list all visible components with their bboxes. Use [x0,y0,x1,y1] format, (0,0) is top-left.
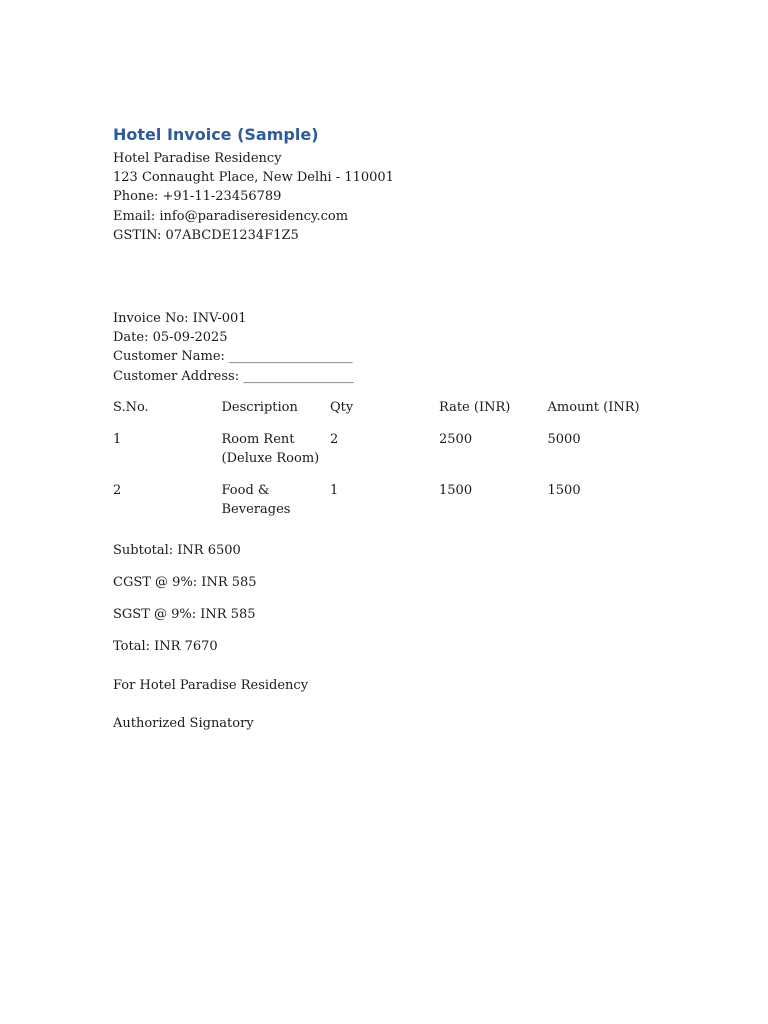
subtotal-line: Subtotal: INR 6500 [113,543,241,559]
hotel-details [113,149,673,245]
description-line: Room Rent [221,431,295,447]
hotel-name: Hotel Paradise Residency [113,151,282,166]
total-line: Total: INR 7670 [113,639,218,655]
description-line: (Deluxe Room) [221,451,320,467]
table-cell-amount: 5000 [547,431,581,447]
hotel-email: Email: info@paradiseresidency.com [113,208,349,224]
invoice-details [113,309,673,386]
table-spacer [113,417,668,430]
for-hotel-line: For Hotel Paradise Residency [113,677,309,693]
totals-section [113,541,673,656]
table-header-cell: Description [221,399,298,415]
table-cell-sno: 2 [113,483,122,499]
table-spacer [113,468,668,481]
hotel-gstin: GSTIN: 07ABCDE1234F1Z5 [113,227,299,243]
sgst-line: SGST @ 9%: INR 585 [113,607,256,623]
invoice-number: Invoice No: INV-001 [113,311,247,327]
table-cell-rate: 1500 [439,483,473,499]
line-items-table [113,398,673,520]
cgst-line: CGST @ 9%: INR 585 [113,575,257,591]
table-cell-description [222,430,331,468]
customer-address: Customer Address: _________________ [113,368,354,384]
table-header-cell: Rate (INR) [439,399,511,415]
table-cell-rate: 2500 [439,431,473,447]
invoice-page [113,125,673,752]
invoice-title: Hotel Invoice (Sample) [113,125,319,144]
description-line: Food & [221,483,270,499]
table-cell-description [222,481,331,519]
table-cell-qty: 2 [330,431,339,447]
signature-section [113,676,673,733]
table-cell-qty: 1 [330,483,339,499]
table-cell-amount: 1500 [547,483,581,499]
authorized-signatory: Authorized Signatory [113,715,254,731]
table-header-cell: Qty [330,399,354,415]
table-header-cell: Amount (INR) [547,399,640,415]
table-header-cell: S.No. [113,399,149,415]
hotel-address: 123 Connaught Place, New Delhi - 110001 [113,170,394,186]
hotel-phone: Phone: +91-11-23456789 [113,189,282,205]
invoice-date: Date: 05-09-2025 [113,330,228,346]
customer-name: Customer Name: ___________________ [113,349,353,365]
table-cell-sno: 1 [113,431,122,447]
description-line: Beverages [221,502,291,518]
